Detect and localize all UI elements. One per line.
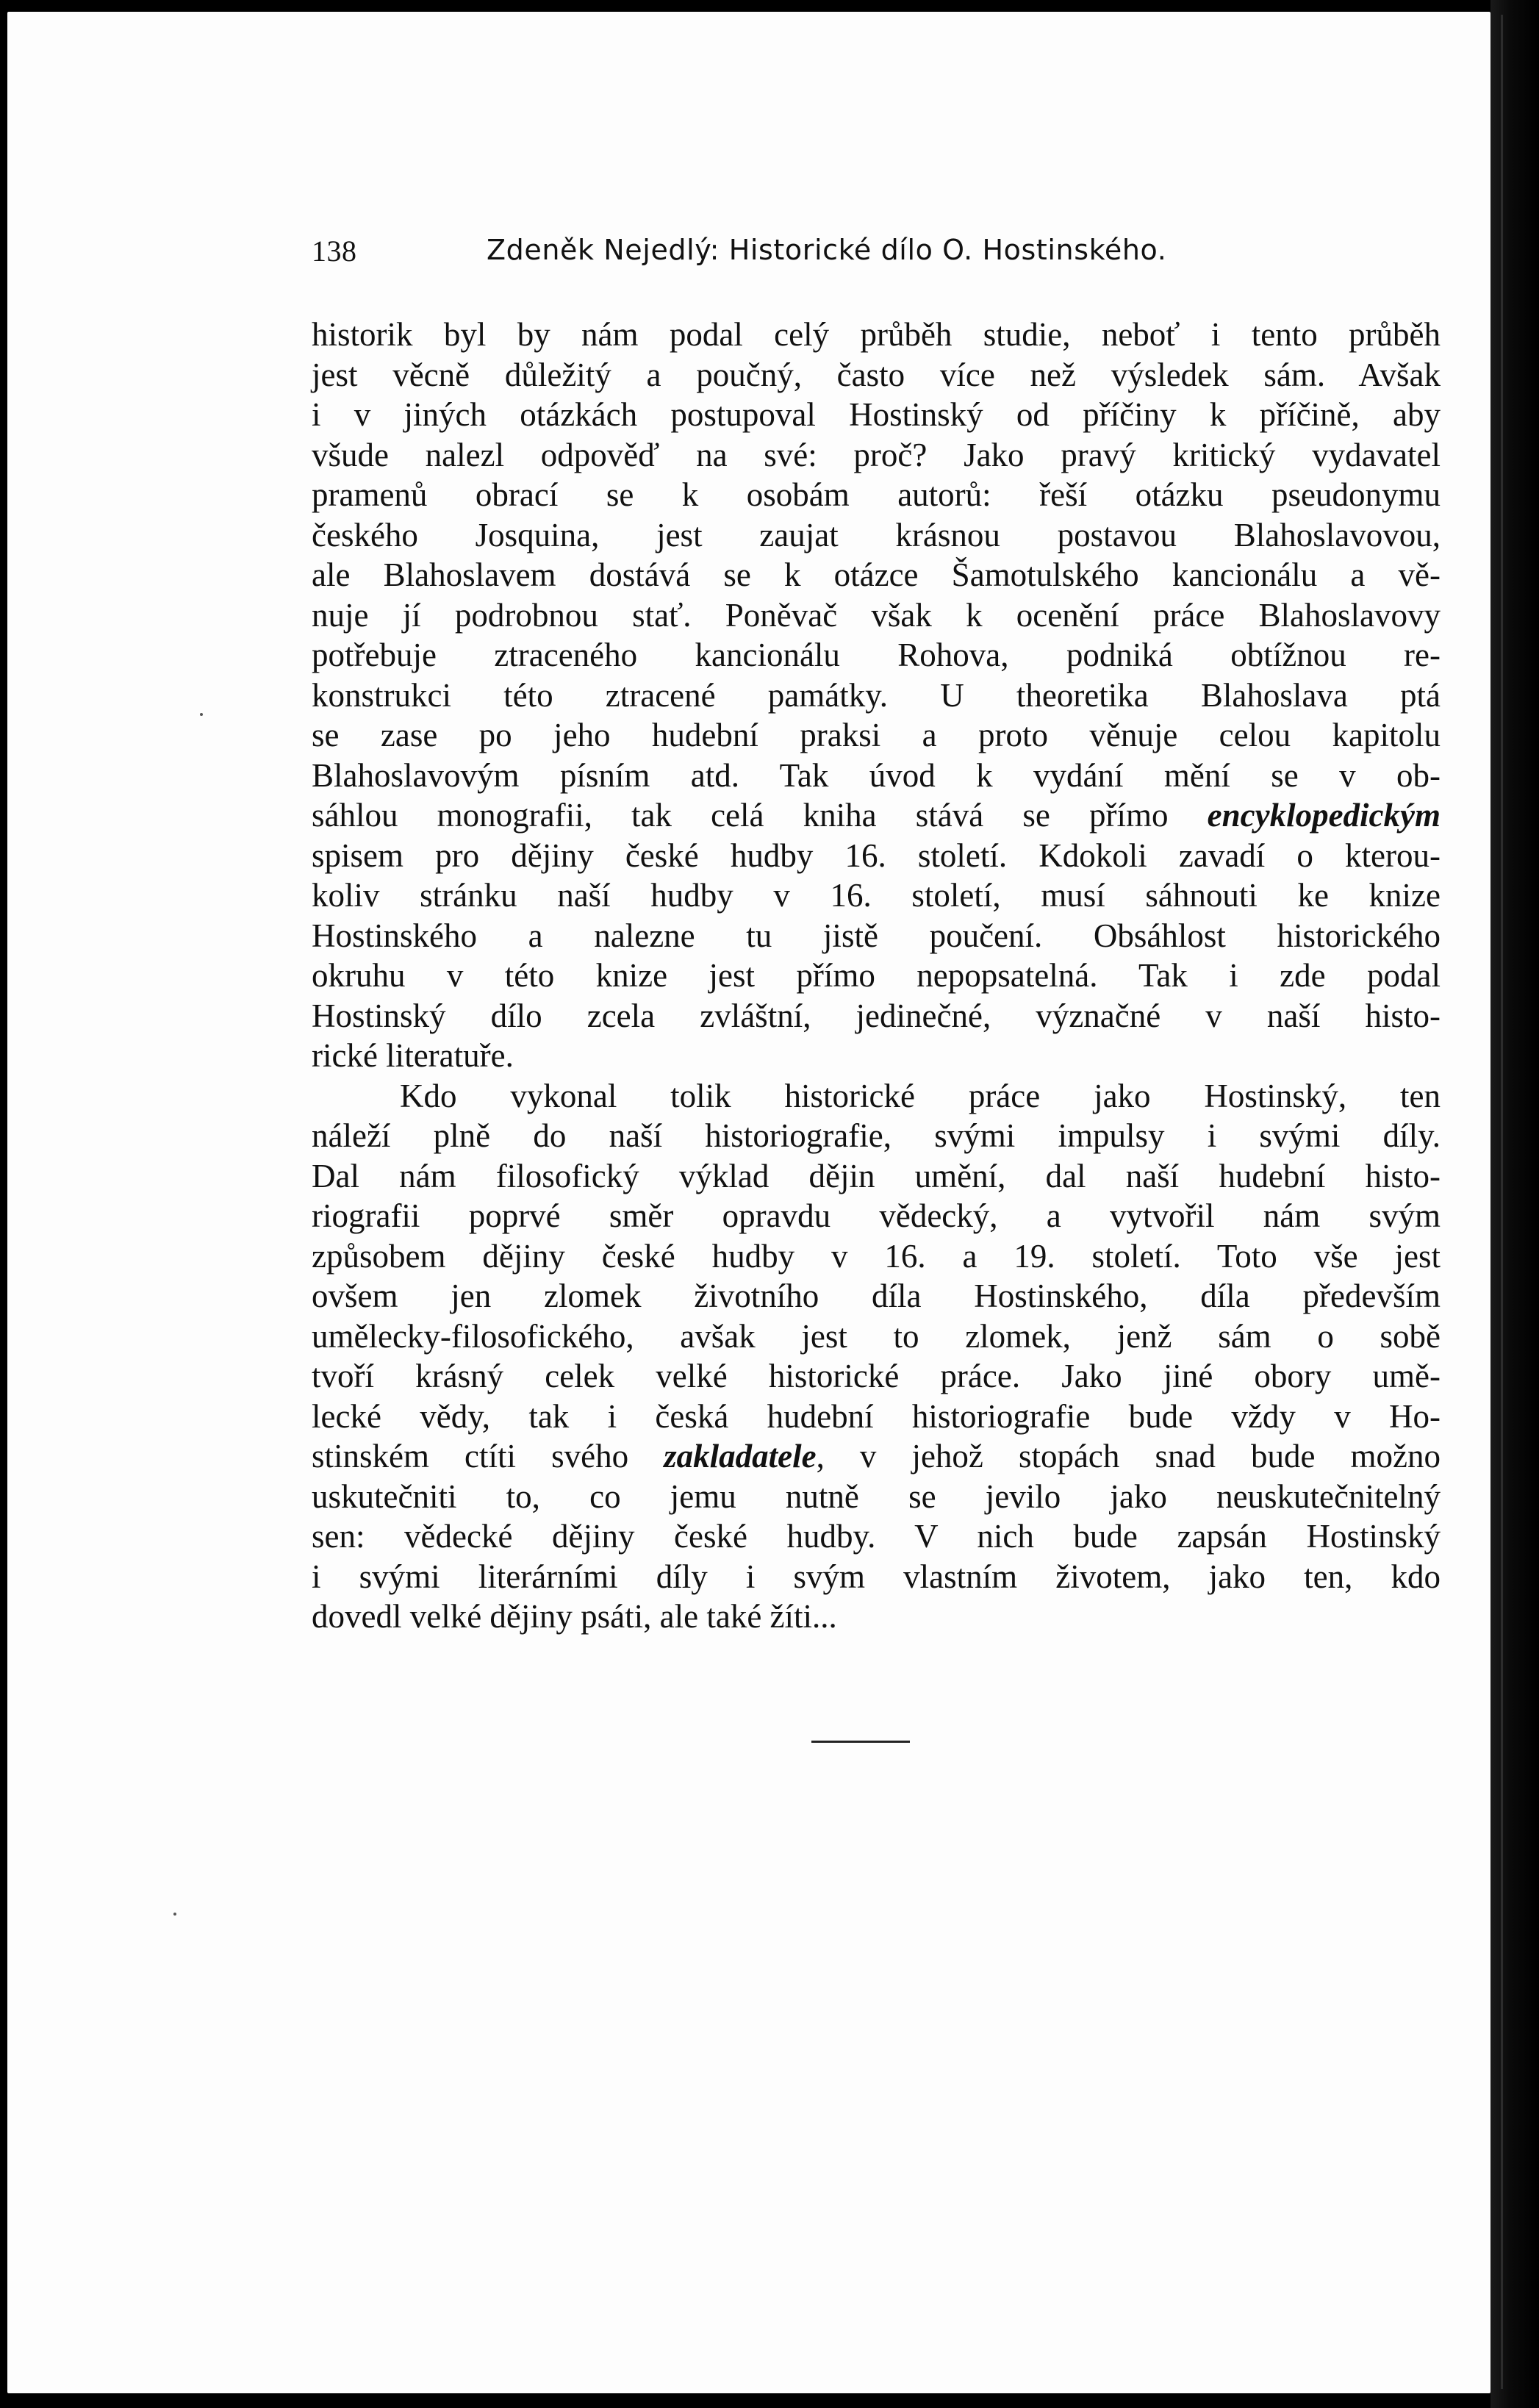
text-line: spisem pro dějiny české hudby 16. století. Kdokoli zavadí o kterou- (312, 836, 1441, 874)
page-number: 138 (312, 234, 357, 268)
text-line: všude nalezl odpověď na své: proč? Jako pravý kritický vydavatel (312, 436, 1441, 473)
text-line (312, 795, 1441, 836)
text-line: konstrukci této ztracené památky. U theoretika Blahoslava ptá (312, 676, 1441, 714)
text-line: českého Josquina, jest zaujat krásnou postavou Blahoslavovou, (312, 516, 1441, 553)
body-text (312, 315, 1441, 1637)
text-line: způsobem dějiny české hudby v 16. a 19. století. Toto vše jest (312, 1237, 1441, 1275)
text-line: Blahoslavovým písním atd. Tak úvod k vydání mění se v ob- (312, 756, 1441, 794)
text-line: sen: vědecké dějiny české hudby. V nich bude zapsán Hostinský (312, 1518, 1441, 1555)
text-line: jest věcně důležitý a poučný, často více než výsledek sám. Avšak (312, 356, 1441, 393)
text-line: okruhu v této knize jest přímo nepopsatelná. Tak i zde podal (312, 957, 1441, 994)
text-line: lecké vědy, tak i česká hudební historiografie bude vždy v Ho- (312, 1397, 1441, 1435)
text-line: i svými literárními díly i svým vlastním životem, jako ten, kdo (312, 1558, 1441, 1595)
text-line: Dal nám filosofický výklad dějin umění, dal naší hudební histo- (312, 1157, 1441, 1194)
section-end-rule (811, 1741, 910, 1743)
text-line: Kdo vykonal tolik historické práce jako Hostinský, ten (400, 1077, 1441, 1114)
text-line: pramenů obrací se k osobám autorů: řeší otázku pseudonymu (312, 476, 1441, 513)
text-line: koliv stránku naší hudby v 16. století, musí sáhnouti ke knize (312, 877, 1441, 914)
text-line: umělecky-filosofického, avšak jest to zlomek, jenž sám o sobě (312, 1317, 1441, 1355)
running-head: Zdeněk Nejedlý: Historické dílo O. Hostinského. (487, 234, 1167, 266)
text-line: uskutečniti to, co jemu nutně se jevilo jako neuskutečnitelný (312, 1477, 1441, 1515)
text-line: tvoří krásný celek velké historické práce. Jako jiné obory umě- (312, 1358, 1441, 1394)
text-line: dovedl velké dějiny psáti, ale také žíti... (312, 1598, 837, 1635)
text-line: ale Blahoslavem dostává se k otázce Šamotulského kancionálu a vě- (312, 556, 1441, 593)
scan-speck (173, 1913, 176, 1916)
scan-speck (200, 713, 203, 716)
text-line: nuje jí podrobnou stať. Poněvač však k ocenění práce Blahoslavovy (312, 596, 1441, 634)
text-line: náleží plně do naší historiografie, svými impulsy i svými díly. (312, 1117, 1441, 1154)
text-run: sáhlou monografii, tak celá kniha stává se přímo (312, 797, 1208, 834)
text-line: potřebuje ztraceného kancionálu Rohova, podniká obtížnou re- (312, 637, 1441, 673)
text-line: Hostinského a nalezne tu jistě poučení. Obsáhlost historického (312, 917, 1441, 954)
text-line: ovšem jen zlomek životního díla Hostinského, díla především (312, 1278, 1441, 1314)
text-line: Hostinský dílo zcela zvláštní, jedinečné, význačné v naší histo- (312, 997, 1441, 1034)
book-spine (1490, 0, 1539, 2408)
emphasis-zakladatele: zakladatele (664, 1438, 817, 1474)
emphasis-encyklopedickym: encyklopedickým (1207, 797, 1441, 834)
text-line: riografii poprvé směr opravdu vědecký, a vytvořil nám svým (312, 1197, 1441, 1234)
text-line: se zase po jeho hudební praksi a proto věnuje celou kapitolu (312, 717, 1441, 753)
spine-edge (1501, 15, 1503, 2389)
text-run: , v jehož stopách snad bude možno (816, 1438, 1441, 1474)
text-line: rické literatuře. (312, 1037, 514, 1074)
text-run: stinském ctíti svého (312, 1438, 664, 1474)
text-line: i v jiných otázkách postupoval Hostinský od příčiny k příčině, aby (312, 396, 1441, 433)
text-line (312, 1436, 1441, 1477)
text-line: historik byl by nám podal celý průběh studie, neboť i tento průběh (312, 316, 1441, 353)
